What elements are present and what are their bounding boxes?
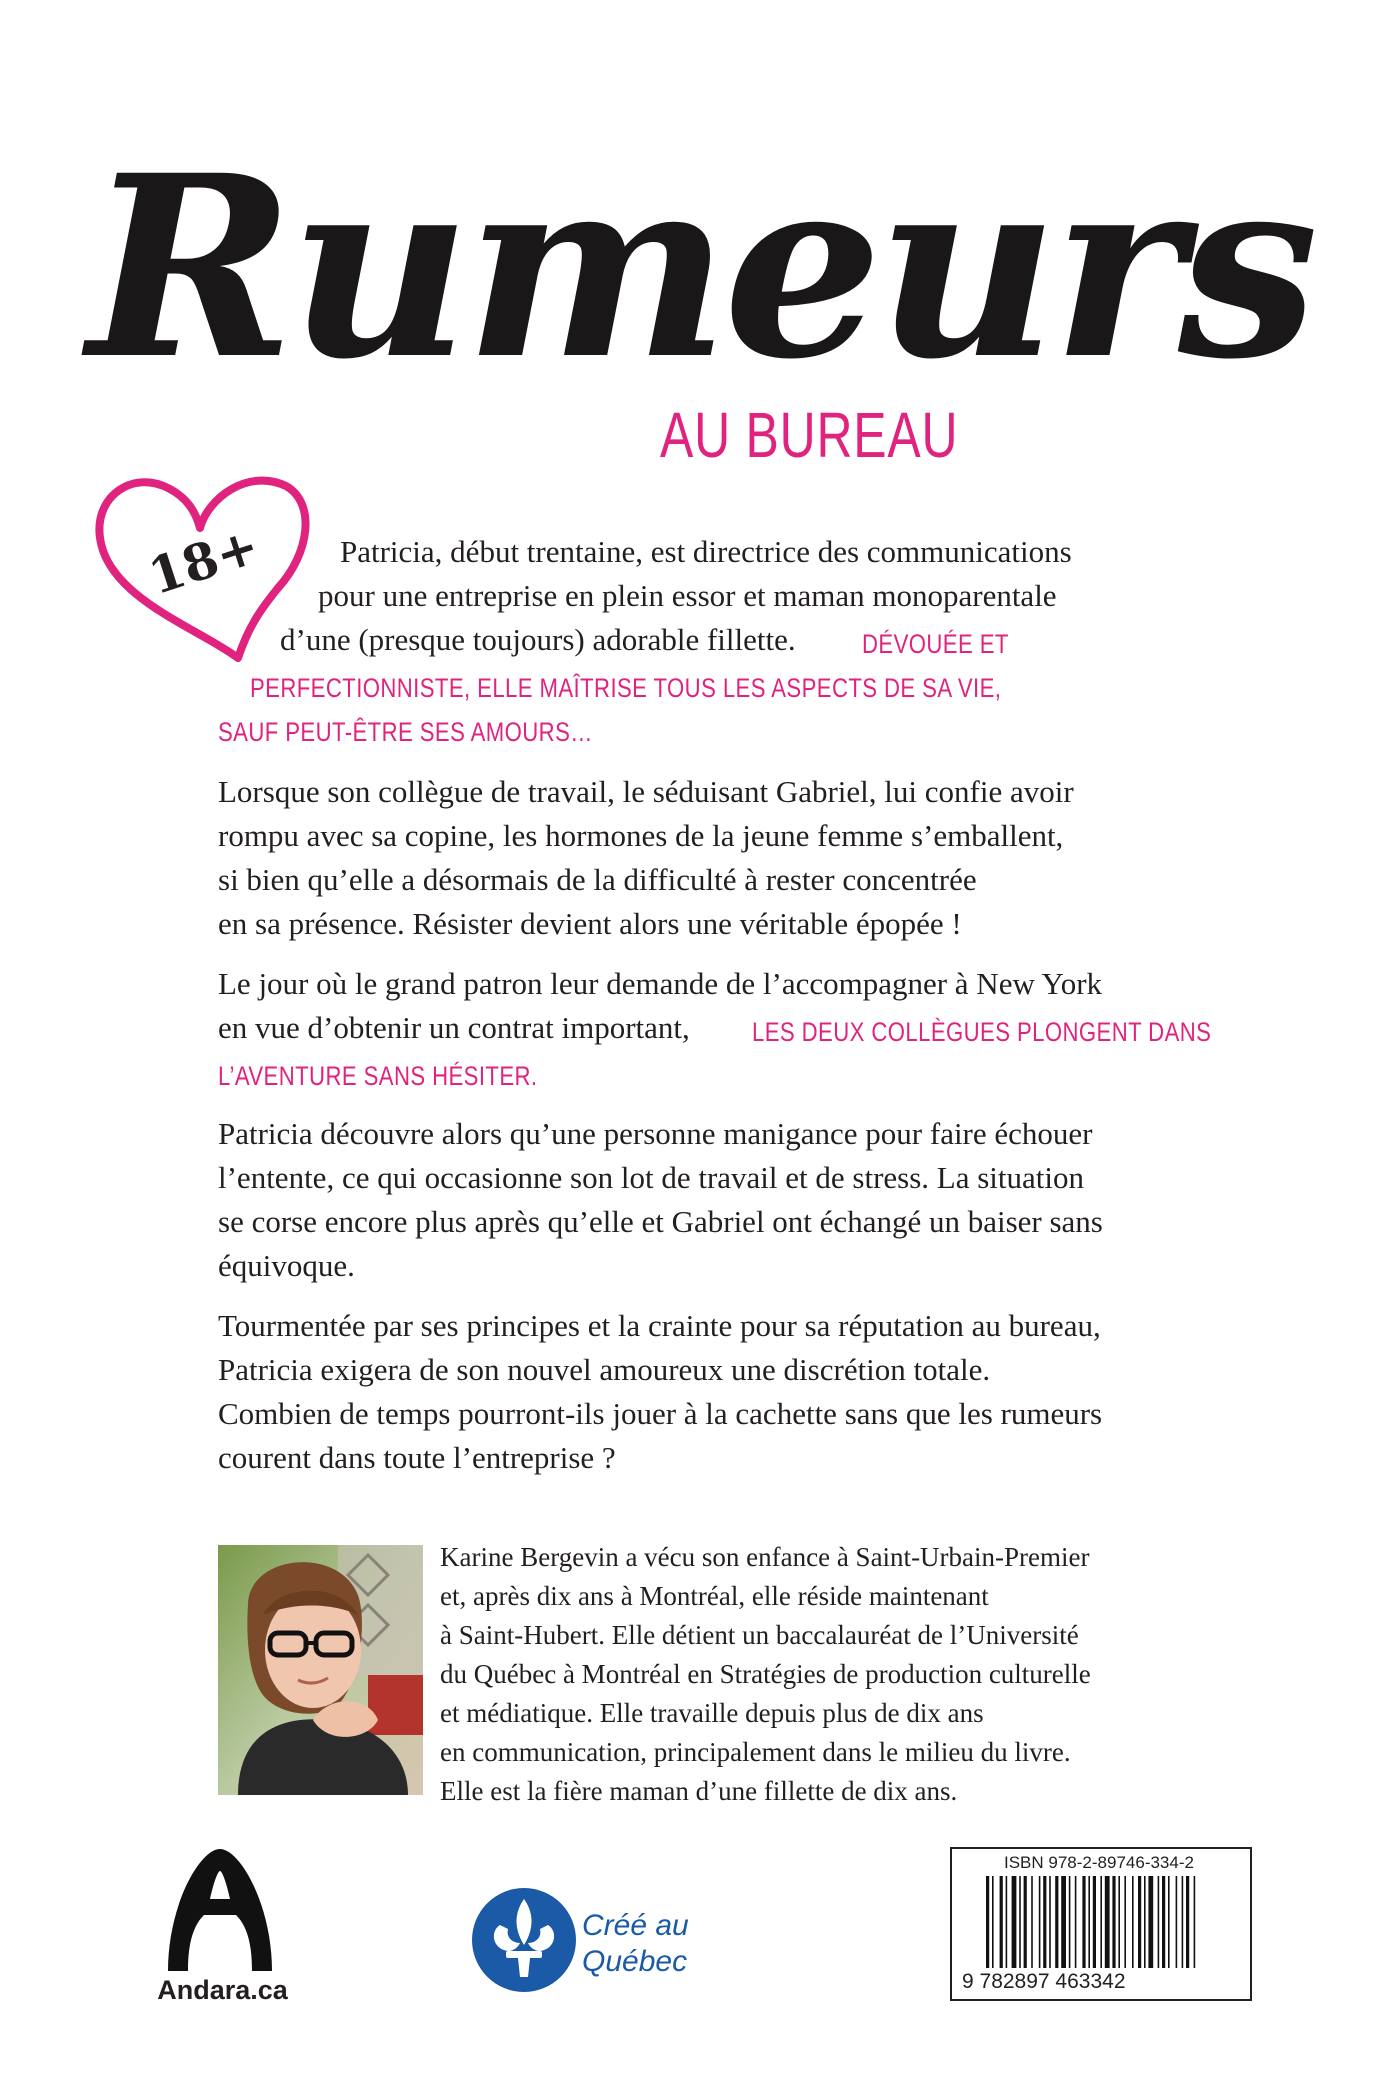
publisher-site: Andara.ca	[157, 1975, 288, 2005]
blurb-line: pour une entreprise en plein essor et maman monoparentale	[318, 578, 1057, 613]
badge-18-text: 18+	[141, 515, 266, 607]
quebec-line-1: Créé au	[582, 1909, 689, 1942]
blurb-line: rompu avec sa copine, les hormones de la jeune femme s’emballent,	[218, 818, 1064, 853]
blurb-line: d’une (presque toujours) adorable fillette.	[280, 622, 796, 657]
barcode-digits: 9 782897 463342	[962, 1970, 1126, 1993]
highlight-line: L’AVENTURE SANS HÉSITER.	[218, 1061, 538, 1091]
highlight-line: SAUF PEUT-ÊTRE SES AMOURS…	[218, 717, 593, 747]
barcode-icon	[984, 1876, 1232, 1968]
blurb-line: Patricia exigera de son nouvel amoureux une discrétion totale.	[218, 1352, 991, 1387]
blurb-line: Le jour où le grand patron leur demande de l’accompagner à New York	[218, 966, 1103, 1001]
bio-line: Elle est la fière maman d’une fillette de dix ans.	[440, 1776, 958, 1806]
bio-line: et médiatique. Elle travaille depuis plus de dix ans	[440, 1698, 984, 1728]
author-photo	[218, 1545, 423, 1795]
blurb-line: Patricia, début trentaine, est directrice des communications	[340, 534, 1072, 569]
title-rumeurs	[0, 100, 1400, 430]
isbn-label: ISBN 978-2-89746-334-2	[1004, 1853, 1194, 1872]
bio-line: en communication, principalement dans le milieu du livre.	[440, 1737, 1071, 1767]
highlight-line: LES DEUX COLLÈGUES PLONGENT DANS	[752, 1017, 1212, 1047]
blurb-line: équivoque.	[218, 1248, 355, 1283]
blurb-line: en sa présence. Résister devient alors une véritable épopée !	[218, 906, 962, 941]
bio-line: à Saint-Hubert. Elle détient un baccalauréat de l’Université	[440, 1620, 1079, 1650]
blurb-line: en vue d’obtenir un contrat important,	[218, 1010, 690, 1045]
subtitle-au-bureau: AU BUREAU	[660, 399, 959, 471]
title-text: Rumeurs	[87, 120, 1313, 414]
bio-line: et, après dix ans à Montréal, elle réside maintenant	[440, 1581, 989, 1611]
blurb-line: courent dans toute l’entreprise ?	[218, 1440, 616, 1475]
blurb-line: Lorsque son collègue de travail, le séduisant Gabriel, lui confie avoir	[218, 774, 1074, 809]
cree-au-quebec-logo	[470, 1885, 730, 1995]
bio-line: Karine Bergevin a vécu son enfance à Saint-Urbain-Premier	[440, 1542, 1090, 1572]
blurb-line: Tourmentée par ses principes et la crainte pour sa réputation au bureau,	[218, 1308, 1101, 1343]
quebec-line-2: Québec	[582, 1945, 688, 1978]
bio-line: du Québec à Montréal en Stratégies de production culturelle	[440, 1659, 1091, 1689]
blurb-line: Combien de temps pourront-ils jouer à la cachette sans que les rumeurs	[218, 1396, 1103, 1431]
blurb-line: se corse encore plus après qu’elle et Gabriel ont échangé un baiser sans	[218, 1204, 1103, 1239]
andara-logo-icon	[160, 1845, 280, 1975]
blurb-line: si bien qu’elle a désormais de la difficulté à rester concentrée	[218, 862, 977, 897]
blurb-line: Patricia découvre alors qu’une personne manigance pour faire échouer	[218, 1116, 1093, 1151]
highlight-line: PERFECTIONNISTE, ELLE MAÎTRISE TOUS LES ASPECTS DE SA VIE,	[250, 673, 1002, 703]
highlight-line: DÉVOUÉE ET	[862, 629, 1009, 659]
blurb-line: l’entente, ce qui occasionne son lot de travail et de stress. La situation	[218, 1160, 1085, 1195]
